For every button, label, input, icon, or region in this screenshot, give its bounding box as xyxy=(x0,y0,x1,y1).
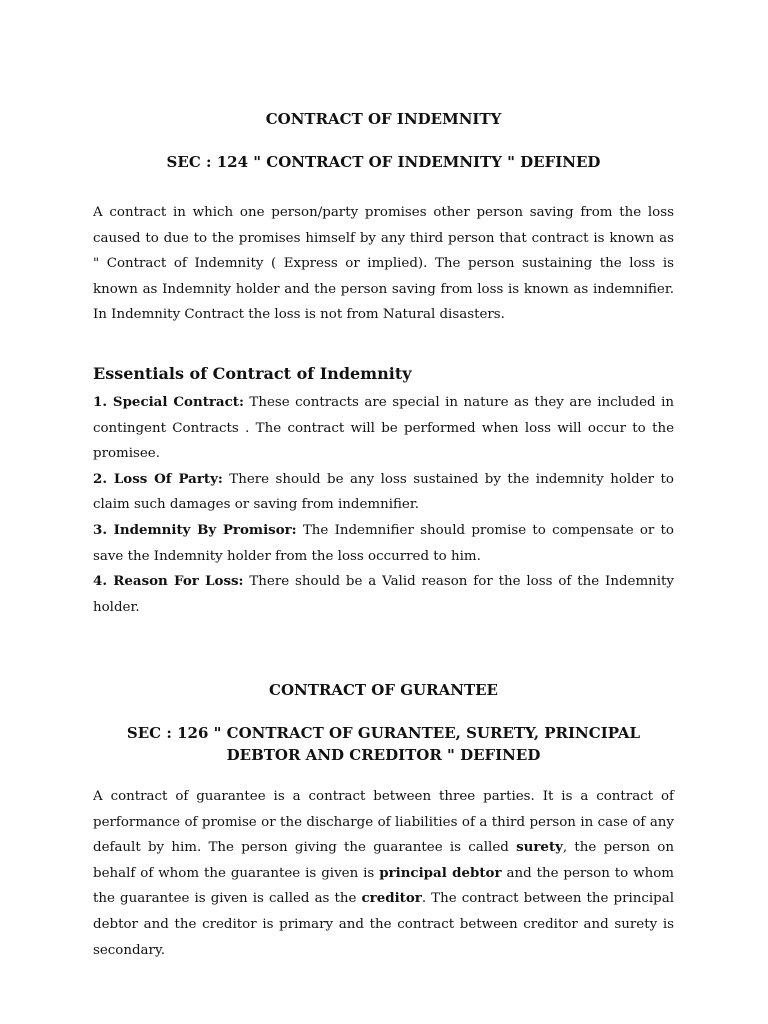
list-item-label: 2. Loss Of Party: xyxy=(93,470,223,487)
list-item-label: 4. Reason For Loss: xyxy=(93,573,244,590)
list-item xyxy=(93,569,674,620)
section-subtitle-sec-124: SEC : 124 " CONTRACT OF INDEMNITY " DEFINED xyxy=(166,153,601,171)
essentials-heading: Essentials of Contract of Indemnity xyxy=(93,364,412,383)
term-creditor: creditor xyxy=(361,890,422,907)
term-principal-debtor: principal debtor xyxy=(379,864,502,881)
list-item xyxy=(93,467,674,518)
paragraph-text: A contract of guarantee is a contract between three parties. It is a contract of performance of promise or the discharge of liabilities of a third person in case of any default by him. The person giving the guarantee is called xyxy=(93,789,674,856)
term-surety: surety xyxy=(516,839,563,856)
section-subtitle-sec-126: SEC : 126 " CONTRACT OF GURANTEE, SURETY, PRINCIPAL DEBTOR AND CREDITOR " DEFINED xyxy=(126,724,641,764)
list-item xyxy=(93,518,674,569)
list-item-label: 3. Indemnity By Promisor: xyxy=(93,521,297,538)
section-title-guarantee: CONTRACT OF GURANTEE xyxy=(269,681,498,699)
paragraph-text: , the person on behalf of whom the guarantee is given is xyxy=(93,840,674,881)
list-item-text: There should be any loss sustained by the indemnity holder to claim such damages or saving from indemnifier. xyxy=(93,471,674,513)
guarantee-definition-paragraph xyxy=(93,784,674,963)
list-item xyxy=(93,390,674,467)
list-item-label: 1. Special Contract: xyxy=(93,394,244,410)
paragraph-text: and the person to whom the guarantee is given is called as the xyxy=(93,865,674,907)
list-item-text: The Indemnifier should promise to compensate or to save the Indemnity holder from the loss occurred to him. xyxy=(93,522,674,564)
section-title-indemnity: CONTRACT OF INDEMNITY xyxy=(265,110,502,128)
essentials-list xyxy=(93,390,674,620)
list-item-text: These contracts are special in nature as they are included in contingent Contracts . The contract will be performed when loss will occur to the promisee. xyxy=(93,395,674,462)
indemnity-definition-paragraph: A contract in which one person/party promises other person saving from the loss caused to due to the promises himself by any third person that contract is known as " Contract of Indemnity ( Express or implied). The person sustaining the loss is known as Indemnity holder and the person saving from loss is known as indemnifier. In Indemnity Contract the loss is not from Natural disasters. xyxy=(93,205,674,323)
list-item-text: There should be a Valid reason for the loss of the Indemnity holder. xyxy=(93,574,674,615)
paragraph-text: . The contract between the principal debtor and the creditor is primary and the contract between creditor and surety is secondary. xyxy=(93,891,675,958)
